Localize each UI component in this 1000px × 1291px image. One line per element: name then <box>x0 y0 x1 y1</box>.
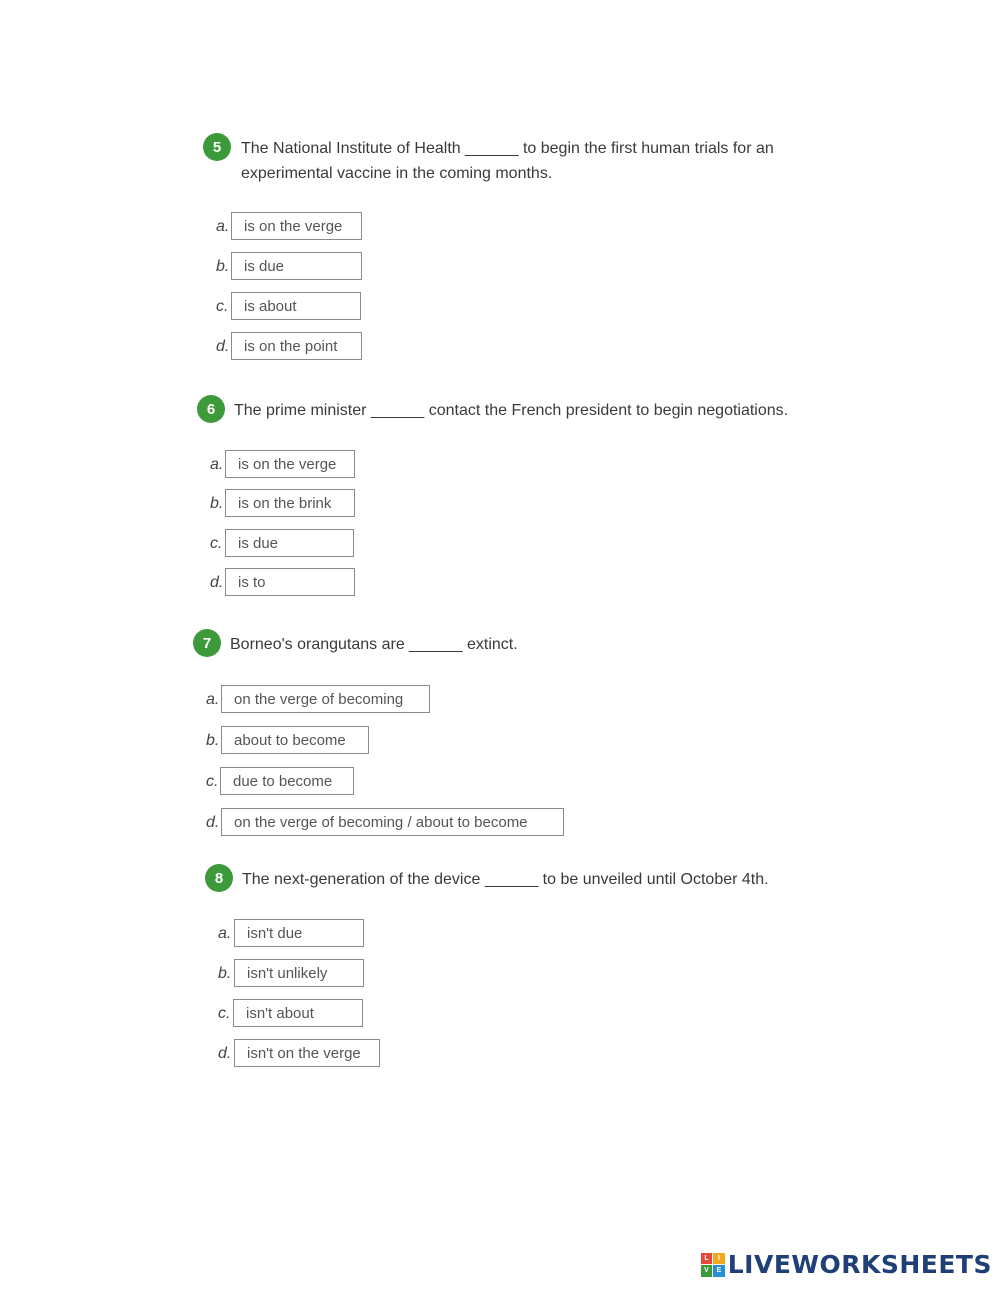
option-letter: c. <box>206 773 219 790</box>
option-a-box[interactable]: is on the verge <box>231 212 362 240</box>
brand-name: LIVEWORKSHEETS <box>727 1250 992 1279</box>
option-letter: c. <box>210 535 223 552</box>
option-a <box>206 685 436 715</box>
option-letter: d. <box>206 814 220 831</box>
option-d <box>210 568 360 598</box>
option-letter: d. <box>218 1045 232 1062</box>
option-letter: b. <box>218 965 232 982</box>
option-c <box>206 767 366 797</box>
question-text-line1: The National Institute of Health ______ to begin the first human trials for an <box>241 140 774 157</box>
question-text-line1: Borneo's orangutans are ______ extinct. <box>230 636 518 653</box>
option-b-box[interactable]: about to become <box>221 726 369 754</box>
option-letter: a. <box>210 456 224 473</box>
option-letter: d. <box>210 574 224 591</box>
option-letter: b. <box>206 732 220 749</box>
logo-letter-v: V <box>701 1265 713 1277</box>
option-b <box>216 252 366 282</box>
logo-letter-l: L <box>701 1253 713 1265</box>
option-b-box[interactable]: isn't unlikely <box>234 959 364 987</box>
option-c-box[interactable]: is due <box>225 529 354 557</box>
option-b-box[interactable]: is due <box>231 252 362 280</box>
option-letter: a. <box>216 218 230 235</box>
option-c-box[interactable]: due to become <box>220 767 354 795</box>
option-d <box>206 808 576 838</box>
option-letter: a. <box>218 925 232 942</box>
option-d <box>216 332 366 362</box>
option-c <box>210 529 360 559</box>
option-d <box>218 1039 388 1069</box>
option-letter: c. <box>218 1005 231 1022</box>
option-a-box[interactable]: is on the verge <box>225 450 355 478</box>
option-a-box[interactable]: isn't due <box>234 919 364 947</box>
question-number-badge: 8 <box>205 864 233 892</box>
option-d-box[interactable]: is on the point <box>231 332 362 360</box>
option-c <box>216 292 366 322</box>
option-b <box>218 959 368 989</box>
option-c-box[interactable]: is about <box>231 292 361 320</box>
logo-letter-e: E <box>713 1265 725 1277</box>
option-c-box[interactable]: isn't about <box>233 999 363 1027</box>
question-text-line2: experimental vaccine in the coming months. <box>241 165 553 182</box>
option-letter: b. <box>216 258 230 275</box>
question-number-badge: 7 <box>193 629 221 657</box>
option-c <box>218 999 368 1029</box>
option-d-box[interactable]: is to <box>225 568 355 596</box>
liveworksheets-branding <box>701 1250 992 1279</box>
option-b <box>206 726 376 756</box>
option-b-box[interactable]: is on the brink <box>225 489 355 517</box>
liveworksheets-logo-icon <box>701 1253 725 1277</box>
question-text-line1: The prime minister ______ contact the French president to begin negotiations. <box>234 402 789 419</box>
option-d-box[interactable]: on the verge of becoming / about to become <box>221 808 564 836</box>
option-b <box>210 489 360 519</box>
option-letter: d. <box>216 338 230 355</box>
option-letter: a. <box>206 691 220 708</box>
option-a <box>210 450 360 480</box>
option-a-box[interactable]: on the verge of becoming <box>221 685 430 713</box>
option-letter: b. <box>210 495 224 512</box>
option-a <box>218 919 368 949</box>
option-d-box[interactable]: isn't on the verge <box>234 1039 380 1067</box>
logo-letter-i: I <box>713 1253 725 1265</box>
question-text-line1: The next-generation of the device ______ to be unveiled until October 4th. <box>242 871 769 888</box>
option-letter: c. <box>216 298 229 315</box>
option-a <box>216 212 366 242</box>
question-number-badge: 6 <box>197 395 225 423</box>
question-number-badge: 5 <box>203 133 231 161</box>
